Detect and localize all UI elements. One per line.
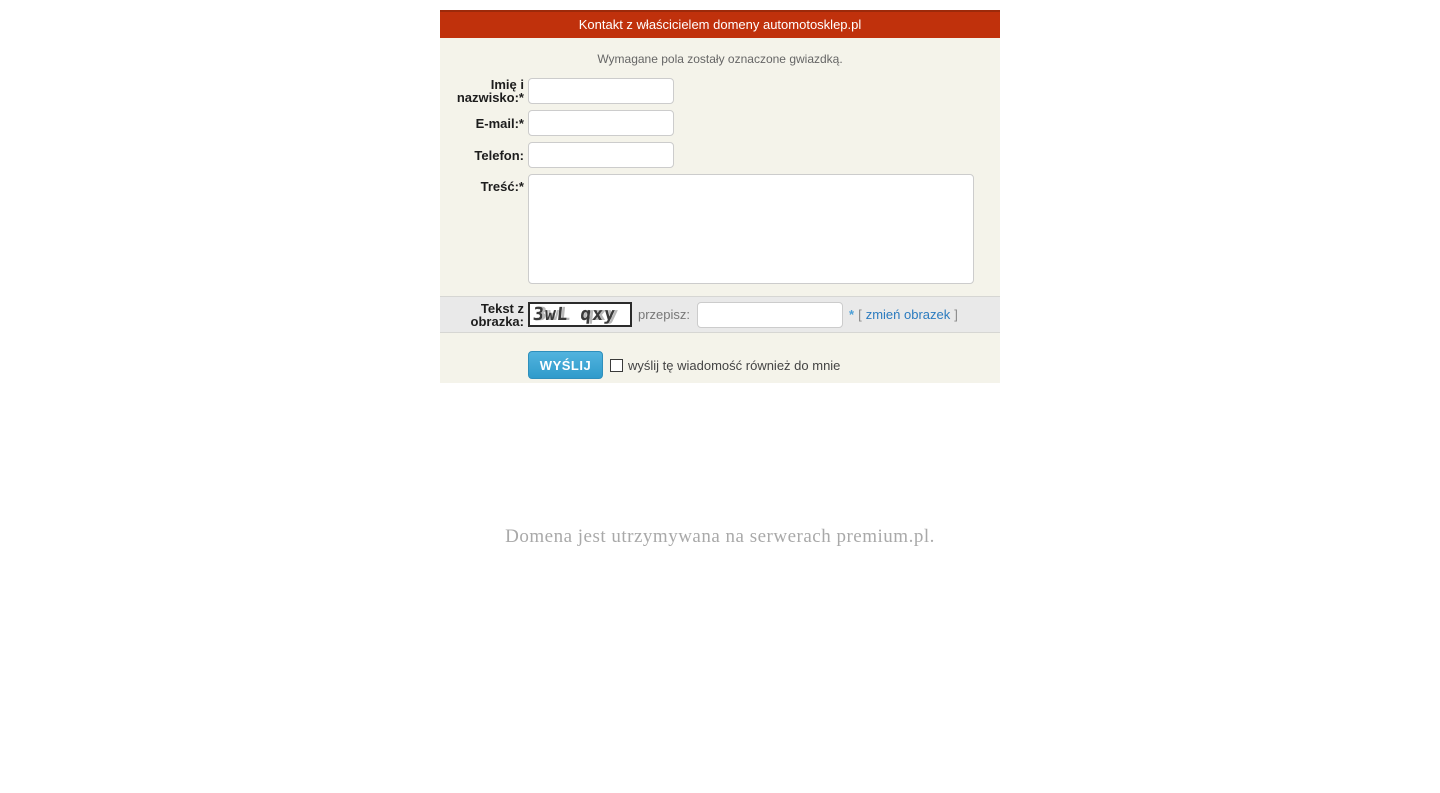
captcha-label: Tekst z obrazka: xyxy=(470,300,524,329)
form-title: Kontakt z właścicielem domeny automotosklep.pl xyxy=(578,17,862,32)
send-button[interactable]: WYŚLIJ xyxy=(528,351,603,379)
name-label: Imię i nazwisko:* xyxy=(456,77,524,105)
name-input[interactable] xyxy=(528,78,674,104)
captcha-input[interactable] xyxy=(697,302,843,328)
bracket-close: ] xyxy=(954,307,958,322)
bracket-open: [ xyxy=(858,307,862,322)
change-image-link[interactable]: zmień obrazek xyxy=(865,307,951,322)
send-copy-checkbox[interactable] xyxy=(610,359,623,372)
transcribe-label: przepisz: xyxy=(638,307,691,322)
contact-form-box xyxy=(440,10,1000,383)
send-copy-label: wyślij tę wiadomość również do mnie xyxy=(628,357,841,373)
hosting-footer-text: Domena jest utrzymywana na serwerach premium.pl. xyxy=(505,526,935,547)
email-input[interactable] xyxy=(528,110,674,136)
email-field-row xyxy=(440,110,1000,136)
form-panel xyxy=(440,38,1000,296)
message-field-row xyxy=(440,174,1000,284)
required-fields-note: Wymagane pola zostały oznaczone gwiazdką. xyxy=(597,52,843,66)
form-header xyxy=(440,10,1000,38)
submit-row xyxy=(440,333,1000,383)
message-label: Treść:* xyxy=(480,179,524,194)
phone-input[interactable] xyxy=(528,142,674,168)
name-field-row xyxy=(440,78,1000,104)
captcha-required-asterisk: * xyxy=(849,307,855,322)
captcha-row xyxy=(440,296,1000,333)
phone-label: Telefon: xyxy=(474,147,524,163)
email-label: E-mail:* xyxy=(475,115,524,131)
message-textarea[interactable] xyxy=(528,174,974,284)
phone-field-row xyxy=(440,142,1000,168)
captcha-image xyxy=(528,302,632,327)
captcha-text: 3wL qxy xyxy=(531,304,617,325)
